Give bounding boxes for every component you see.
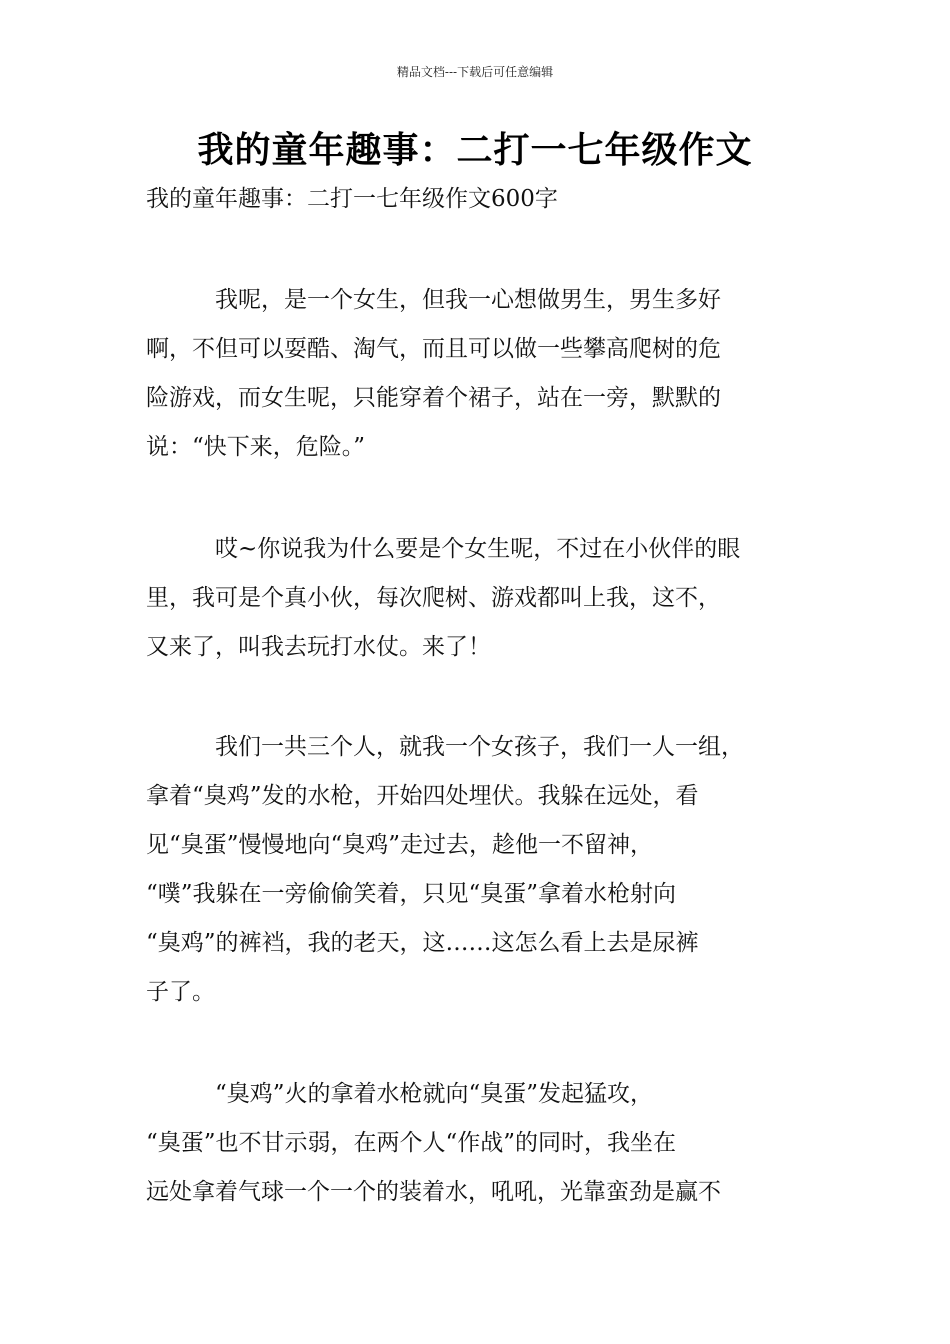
paragraph-4 — [146, 1070, 814, 1217]
paragraph-line: “臭鸡”火的拿着水枪就向“臭蛋”发起猛攻， — [146, 1081, 654, 1107]
paragraph-line: “臭鸡”的裤裆，我的老天，这……这怎么看上去是尿裤 — [146, 930, 699, 956]
header-note: 精品文档---下载后可任意编辑 — [396, 65, 554, 79]
paragraph-2 — [146, 525, 814, 672]
paragraph-line: 拿着“臭鸡”发的水枪，开始四处埋伏。我躲在远处，看 — [146, 783, 699, 809]
paragraph-line: 子了。 — [146, 979, 215, 1005]
paragraph-line: 我呢，是一个女生，但我一心想做男生，男生多好 — [146, 287, 721, 313]
paragraph-line: 啊，不但可以耍酷、淘气，而且可以做一些攀高爬树的危 — [146, 336, 721, 362]
paragraph-line: “噗”我躲在一旁偷偷笑着，只见“臭蛋”拿着水枪射向 — [146, 881, 677, 907]
paragraph-line: 又来了，叫我去玩打水仗。来了！ — [146, 634, 491, 660]
subtitle: 我的童年趣事：二打一七年级作文600字 — [146, 186, 558, 212]
paragraph-line: 说：“快下来，危险。” — [146, 434, 366, 460]
paragraph-line: 险游戏，而女生呢，只能穿着个裙子，站在一旁，默默的 — [146, 385, 721, 411]
paragraph-line: 见“臭蛋”慢慢地向“臭鸡”走过去，趁他一不留神， — [146, 832, 654, 858]
paragraph-3 — [146, 723, 814, 1017]
page-title: 我的童年趣事：二打一七年级作文 — [197, 130, 753, 171]
paragraph-line: 里，我可是个真小伙，每次爬树、游戏都叫上我，这不， — [146, 585, 721, 611]
paragraph-line: 哎~你说我为什么要是个女生呢，不过在小伙伴的眼 — [146, 536, 741, 562]
paragraph-1 — [146, 276, 814, 472]
paragraph-line: “臭蛋”也不甘示弱，在两个人“作战”的同时，我坐在 — [146, 1130, 677, 1156]
paragraph-line: 远处拿着气球一个一个的装着水，吼吼，光靠蛮劲是赢不 — [146, 1179, 721, 1205]
paragraph-line: 我们一共三个人，就我一个女孩子，我们一人一组， — [146, 734, 744, 760]
